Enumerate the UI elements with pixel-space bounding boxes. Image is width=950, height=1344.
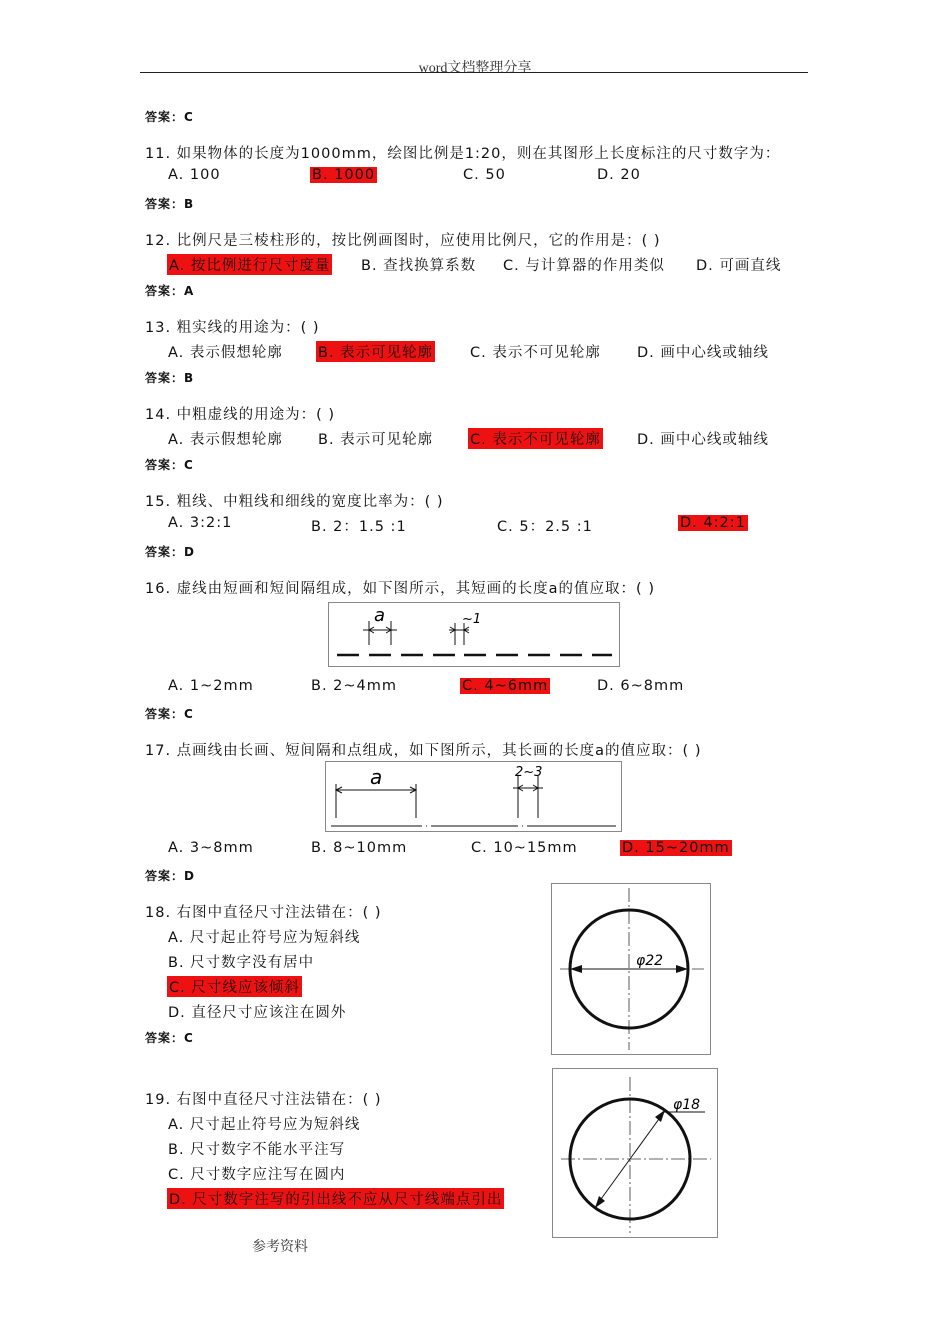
q16-option-a: A. 1~2mm: [168, 678, 254, 694]
dimension-text: φ22: [636, 953, 664, 969]
q12-option-b: B. 查找换算系数: [361, 258, 477, 274]
answer-12: 答案：A: [145, 284, 195, 298]
question-15-stem: 15. 粗线、中粗线和细线的宽度比率为：( ): [145, 494, 444, 510]
circle-diameter-figure-18: [551, 883, 711, 1055]
arrowhead-upper: [655, 1110, 665, 1122]
answer-17: 答案：D: [145, 869, 195, 883]
q14-option-d: D. 画中心线或轴线: [637, 432, 769, 448]
q11-option-c: C. 50: [463, 167, 506, 183]
q18-option-c-highlighted: C. 尺寸线应该倾斜: [167, 976, 302, 997]
header-rule: [140, 72, 808, 73]
q17-option-a: A. 3~8mm: [168, 840, 254, 856]
question-18-stem: 18. 右图中直径尺寸注法错在：( ): [145, 905, 382, 921]
center-line-figure: [325, 761, 622, 832]
q16-option-d: D. 6~8mm: [597, 678, 685, 694]
q16-option-c-highlighted: C. 4~6mm: [462, 678, 549, 694]
question-16-stem: 16. 虚线由短画和短间隔组成，如下图所示，其短画的长度a的值应取：( ): [145, 581, 655, 597]
question-17-stem: 17. 点画线由长画、短间隔和点组成，如下图所示，其长画的长度a的值应取：( ): [145, 743, 702, 759]
q13-option-a: A. 表示假想轮廓: [168, 345, 283, 361]
arrowhead-right: [676, 965, 688, 973]
q19-option-d-highlighted: D. 尺寸数字注写的引出线不应从尺寸线端点引出: [167, 1188, 504, 1209]
dimension-a: [336, 784, 416, 818]
q14-option-a: A. 表示假想轮廓: [168, 432, 283, 448]
q19-option-a: A. 尺寸起止符号应为短斜线: [168, 1117, 361, 1133]
q15-option-d-highlighted: D. 4:2:1: [680, 515, 746, 531]
arrowhead-left: [570, 965, 582, 973]
answer-11: 答案：B: [145, 197, 195, 211]
q11-option-a: A. 100: [168, 167, 221, 183]
q17-option-c: C. 10~15mm: [471, 840, 578, 856]
q18-option-b: B. 尺寸数字没有居中: [168, 955, 315, 971]
q13-option-d: D. 画中心线或轴线: [637, 345, 769, 361]
label-gap: 2~3: [515, 765, 543, 780]
question-11-stem: 11. 如果物体的长度为1000mm，绘图比例是1:20，则在其图形上长度标注的尺寸数字为：: [145, 146, 781, 162]
answer-18: 答案：C: [145, 1031, 194, 1045]
q16-option-b: B. 2~4mm: [311, 678, 398, 694]
label-a: a: [370, 765, 383, 789]
q15-option-c: C. 5：2.5 :1: [497, 519, 593, 535]
question-12-stem: 12. 比例尺是三棱柱形的，按比例画图时，应使用比例尺，它的作用是：( ): [145, 233, 661, 249]
q12-option-c: C. 与计算器的作用类似: [503, 258, 665, 274]
q13-option-b-highlighted: B. 表示可见轮廓: [316, 341, 435, 362]
label-gap: ~1: [462, 612, 482, 627]
q13-option-c: C. 表示不可见轮廓: [470, 345, 601, 361]
dashed-line-figure: [328, 602, 620, 667]
answer-16: 答案：C: [145, 707, 194, 721]
question-19-stem: 19. 右图中直径尺寸注法错在：( ): [145, 1092, 382, 1108]
page-header: word文档整理分享: [418, 61, 532, 76]
q12-option-a-highlighted: A. 按比例进行尺寸度量: [167, 254, 332, 275]
q18-option-a: A. 尺寸起止符号应为短斜线: [168, 930, 361, 946]
q11-option-b-highlighted: B. 1000: [312, 167, 376, 183]
dimension-gap: [513, 776, 543, 818]
answer-10: 答案：C: [145, 110, 194, 124]
question-13-stem: 13. 粗实线的用途为：( ): [145, 320, 320, 336]
q17-option-d-highlighted: D. 15~20mm: [622, 840, 730, 856]
answer-13: 答案：B: [145, 371, 195, 385]
answer-15: 答案：D: [145, 545, 195, 559]
q15-option-a: A. 3:2:1: [168, 515, 233, 531]
q19-option-c: C. 尺寸数字应注写在圆内: [168, 1167, 346, 1183]
q18-option-d: D. 直径尺寸应该注在圆外: [168, 1005, 347, 1021]
q17-option-b: B. 8~10mm: [311, 840, 408, 856]
q19-option-b: B. 尺寸数字不能水平注写: [168, 1142, 346, 1158]
q12-option-d: D. 可画直线: [696, 258, 782, 274]
question-14-stem: 14. 中粗虚线的用途为：( ): [145, 407, 336, 423]
dimension-text: φ18: [673, 1097, 701, 1113]
q14-option-c-highlighted: C. 表示不可见轮廓: [468, 428, 603, 449]
circle-diameter-figure-19: [552, 1068, 718, 1238]
page-footer: 参考资料: [252, 1240, 308, 1255]
q11-option-d: D. 20: [597, 167, 641, 183]
answer-14: 答案：C: [145, 458, 194, 472]
q14-option-b: B. 表示可见轮廓: [318, 432, 434, 448]
q15-option-b: B. 2：1.5 :1: [311, 519, 407, 535]
label-a: a: [374, 605, 386, 626]
arrowhead-lower: [595, 1196, 605, 1208]
